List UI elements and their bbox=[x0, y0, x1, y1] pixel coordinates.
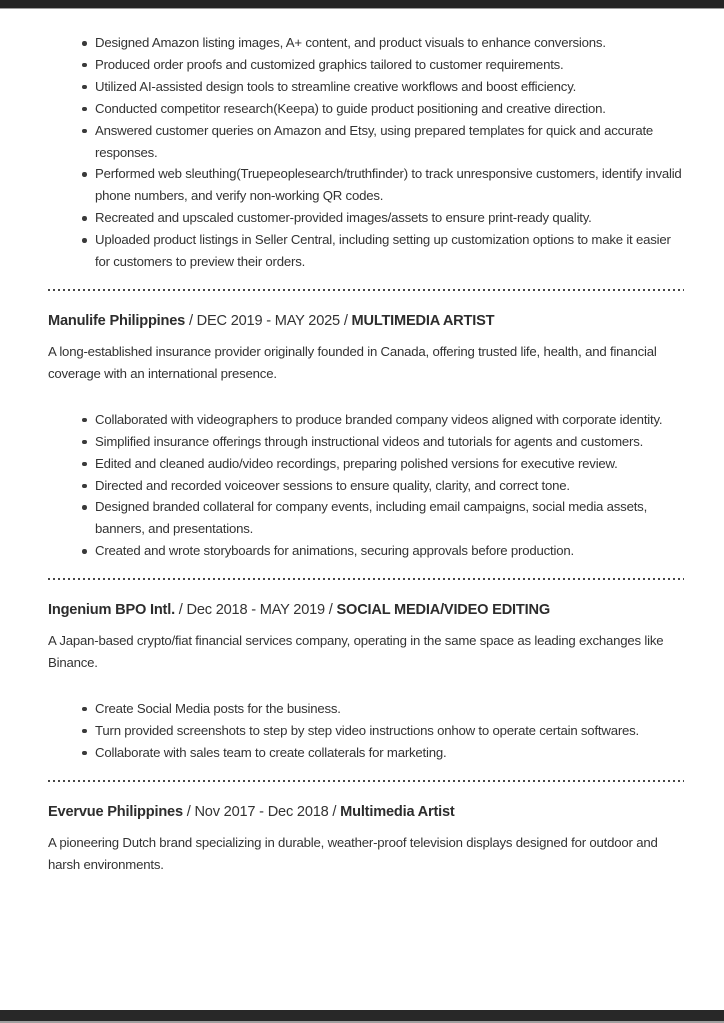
bullet-item: Edited and cleaned audio/video recordings, preparing polished versions for executive review. bbox=[81, 453, 684, 475]
bullet-item: Answered customer queries on Amazon and Etsy, using prepared templates for quick and accurate responses. bbox=[81, 120, 684, 164]
experience-section bbox=[48, 601, 684, 764]
bullet-item: Utilized AI-assisted design tools to streamline creative workflows and boost efficiency. bbox=[81, 76, 684, 98]
role-title: SOCIAL MEDIA/VIDEO EDITING bbox=[336, 602, 550, 619]
date-range: / Dec 2018 - MAY 2019 / bbox=[178, 602, 333, 619]
experience-section bbox=[48, 32, 684, 273]
role-title: MULTIMEDIA ARTIST bbox=[351, 312, 495, 329]
section-heading bbox=[48, 312, 684, 330]
bullet-item: Conducted competitor research(Keepa) to guide product positioning and creative direction. bbox=[81, 98, 684, 120]
role-title: Multimedia Artist bbox=[340, 803, 455, 820]
bullet-item: Create Social Media posts for the business. bbox=[81, 698, 684, 720]
bullet-list bbox=[48, 698, 684, 764]
bullet-item: Designed branded collateral for company events, including email campaigns, social media assets, banners, and presentations. bbox=[81, 496, 684, 540]
bullet-item: Simplified insurance offerings through instructional videos and tutorials for agents and customers. bbox=[81, 431, 684, 453]
company-name: Manulife Philippines bbox=[48, 312, 186, 329]
bullet-list bbox=[48, 32, 684, 273]
date-range: / DEC 2019 - MAY 2025 / bbox=[188, 312, 348, 329]
bullet-item: Produced order proofs and customized graphics tailored to customer requirements. bbox=[81, 54, 684, 76]
bullet-item: Performed web sleuthing(Truepeoplesearch/truthfinder) to track unresponsive customers, identify invalid phone numbers, and verify non-working QR codes. bbox=[81, 163, 684, 207]
resume-experience-content bbox=[0, 9, 724, 875]
bullet-item: Designed Amazon listing images, A+ content, and product visuals to enhance conversions. bbox=[81, 32, 684, 54]
company-name: Evervue Philippines bbox=[48, 803, 183, 820]
company-name: Ingenium BPO Intl. bbox=[48, 602, 175, 619]
section-heading bbox=[48, 803, 684, 821]
bullet-item: Uploaded product listings in Seller Central, including setting up customization options to make it easier for customers to preview their orders. bbox=[81, 229, 684, 273]
date-range: / Nov 2017 - Dec 2018 / bbox=[186, 803, 337, 820]
dotted-separator bbox=[48, 288, 684, 291]
company-description: A long-established insurance provider originally founded in Canada, offering trusted life, health, and financial coverage with an international presence. bbox=[48, 343, 657, 381]
bullet-item: Collaborate with sales team to create collaterals for marketing. bbox=[81, 742, 684, 764]
bullet-item: Turn provided screenshots to step by step video instructions onhow to operate certain softwares. bbox=[81, 720, 684, 742]
bullet-item: Created and wrote storyboards for animations, securing approvals before production. bbox=[81, 540, 684, 562]
experience-section bbox=[48, 312, 684, 562]
bullet-item: Collaborated with videographers to produce branded company videos aligned with corporate identity. bbox=[81, 409, 684, 431]
dotted-separator bbox=[48, 577, 684, 580]
bullet-item: Recreated and upscaled customer-provided images/assets to ensure print-ready quality. bbox=[81, 207, 684, 229]
bullet-list bbox=[48, 409, 684, 562]
page-top-edge bbox=[0, 0, 724, 9]
company-description: A Japan-based crypto/fiat financial services company, operating in the same space as leading exchanges like Binance. bbox=[48, 633, 664, 671]
section-heading bbox=[48, 601, 684, 619]
experience-section bbox=[48, 803, 684, 876]
page-bottom-edge bbox=[0, 1010, 724, 1023]
bullet-item: Directed and recorded voiceover sessions to ensure quality, clarity, and correct tone. bbox=[81, 475, 684, 497]
company-description: A pioneering Dutch brand specializing in durable, weather-proof television displays designed for outdoor and harsh environments. bbox=[48, 834, 658, 872]
dotted-separator bbox=[48, 779, 684, 782]
